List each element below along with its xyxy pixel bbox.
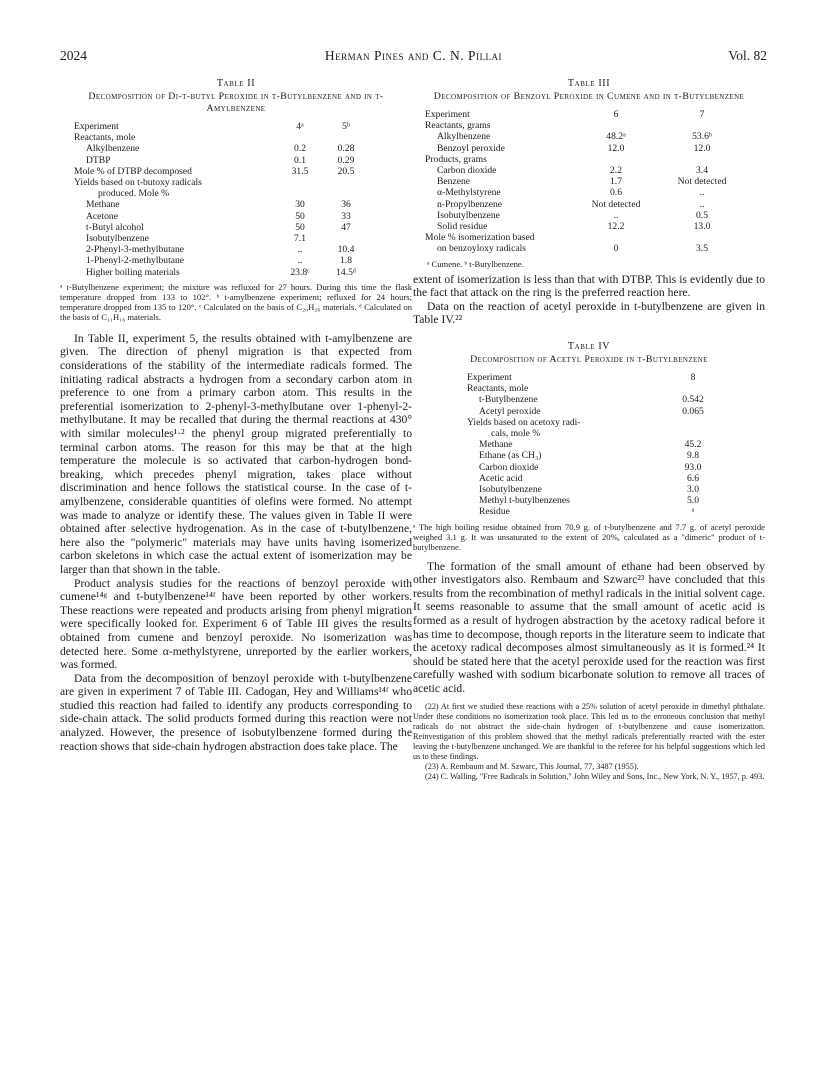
row-label: Methyl t-butylbenzenes (479, 495, 570, 507)
cell-value: .. (297, 244, 303, 256)
row-label: produced. Mole % (98, 188, 170, 200)
table-row (467, 484, 723, 495)
row-label: Experiment (425, 109, 470, 120)
table-row (74, 143, 368, 154)
table-row (425, 243, 745, 254)
table-row (425, 165, 745, 176)
row-label: 2-Phenyl-3-methylbutane (86, 244, 185, 256)
paragraph: In Table II, experiment 5, the results obtained with t-amylbenzene are given. The direction of phenyl migration is that expected from considerations of the stability of the intermediate radicals formed. The initiating radical abstracts a hydrogen from a secondary carbon atom in preference to one from a primary carbon atom. This results in the preferential isomerization to 2-phenyl-3-methylbutane over 1-phenyl-2-methylbutane. It may be recalled that during the thermal reactions at 430° with similar molecules¹·² the phenyl group migrated preferentially to terminal carbon atoms. The reason for this may be that at the high temperature the molecule is so activated that carbon-hydrogen bond-breaking, which precedes phenyl migration, takes place without discrimination and hence follows the statistical course. In the case of t-amylbenzene, considerable quantities of olefins were formed. No attempt was made to analyze or identify these. The values given in Table II were obtained after selective hydrogenation. As in the case of t-butylbenzene, here also the "polymeric" materials may have units having isomerized carbon skeletons in which case the actual extent of isomerization may be larger than that shown in the table. (60, 331, 412, 576)
cell-value: 50 (295, 210, 305, 222)
table-row (467, 428, 723, 439)
row-label: Ethane (as CH₃) (479, 450, 542, 462)
cell-value: 53.6ᵇ (692, 131, 712, 143)
cell-value: 6 (613, 109, 619, 120)
cell-value: 47 (341, 221, 351, 233)
references (413, 702, 765, 782)
row-label: Isobutylbenzene (437, 209, 500, 221)
table-4-caption: Table IV (567, 341, 611, 353)
table-2-title: Decomposition of Di-t-butyl Peroxide in t-Butylbenzene and in t-Amylbenzene (88, 91, 384, 114)
cell-value: 30 (295, 199, 305, 211)
table-row (74, 121, 368, 132)
row-label: DTBP (86, 154, 111, 166)
table-row (467, 462, 723, 473)
cell-value (663, 428, 723, 439)
cell-value (659, 232, 745, 243)
row-label: Higher boiling materials (86, 266, 180, 278)
table-row (425, 232, 745, 243)
table-4-title: Decomposition of Acetyl Peroxide in t-Butylbenzene (470, 354, 708, 366)
cell-value: 5.0 (687, 495, 699, 507)
table-row (74, 233, 368, 244)
cell-value: Not detected (677, 176, 727, 188)
cell-value: 20.5 (337, 165, 355, 177)
row-label: Alkylbenzene (437, 131, 491, 143)
cell-value: 48.2ᵃ (606, 131, 626, 143)
cell-value: 14.5ᵈ (336, 266, 356, 278)
cell-value (324, 188, 368, 199)
cell-value: 7 (699, 109, 705, 120)
table-row (467, 417, 723, 428)
cell-value: 5ᵇ (342, 121, 350, 132)
cell-value: .. (699, 187, 705, 199)
table-row (74, 199, 368, 210)
row-label: Acetone (86, 210, 118, 222)
cell-value: Not detected (591, 198, 641, 210)
cell-value: 12.0 (607, 142, 625, 154)
row-label: 1-Phenyl-2-methylbutane (86, 255, 185, 267)
paragraph: The formation of the small amount of ethane had been observed by other investigators also. Rembaum and Szwarc²³ have concluded that this results from the recombination of methyl radicals in the initial solvent cage. It seems reasonable to assume that the small amount of acetic acid is formed as a result of hydrogen abstraction by the acetoxy radical before it has time to decompose, though reports in the literature seem to indicate that the acetoxy radical decomposes almost simultaneously as it is formed.²⁴ It should be stated here that the acetyl peroxide used for the reaction was first carefully washed with sodium bicarbonate solution to remove all traces of acetic acid. (413, 559, 765, 695)
row-label: Methane (86, 199, 120, 211)
table-row (467, 383, 723, 394)
cell-value: 3.0 (687, 484, 699, 496)
table-2 (74, 121, 368, 278)
table-row (467, 506, 723, 517)
row-label: n-Propylbenzene (437, 198, 503, 210)
cell-value (324, 233, 368, 244)
cell-value: 10.4 (337, 244, 355, 256)
table-row (425, 143, 745, 154)
table-row (467, 495, 723, 506)
cell-value: .. (699, 198, 705, 210)
row-label: Reactants, mole (467, 383, 529, 395)
page-number: 2024 (60, 48, 87, 63)
reference-footnote: (22) At first we studied these reactions with a 25% solution of acetyl peroxide in dimethyl phthalate. Under these conditions no isomerization took place. This led us to the erroneous conclusion that methyl radicals do not abstract the side-chain hydrogen of t-butylbenzene and cause isomerization. Reinvestigation of this problem showed that the methyl radicals preferentially reacted with the ester leaving the t-butylbenzene unchanged. We are thankful to the referee for his helpful suggestions which led us to these findings. (413, 701, 765, 761)
cell-value: 3.5 (696, 243, 708, 255)
table-row (74, 155, 368, 166)
table-row (74, 177, 368, 188)
row-label: α-Methylstyrene (437, 187, 501, 199)
cell-value: 45.2 (684, 439, 702, 451)
cell-value: 93.0 (684, 461, 702, 473)
table-row (74, 211, 368, 222)
cell-value: 0.29 (337, 154, 355, 166)
cell-value (663, 417, 723, 428)
cell-value: 0.2 (294, 143, 306, 155)
table-row (74, 132, 368, 143)
row-label: Mole % isomerization based (425, 232, 535, 244)
table-row (467, 406, 723, 417)
paragraph: Data from the decomposition of benzoyl peroxide with t-butylbenzene are given in experiment 7 of Table III. Cadogan, Hey and Williams¹⁴ᶠ who studied this reaction had failed to identify any products corresponding to side-chain attack. The solid products formed during this reaction were not analyzed. However, the presence of isobutylbenzene formed during the reaction shows that side-chain hydrogen abstraction does take place. The (60, 671, 412, 753)
row-label: Isobutylbenzene (479, 484, 542, 496)
cell-value (659, 154, 745, 165)
cell-value (276, 177, 324, 188)
row-label: Methane (479, 439, 513, 451)
row-label: Isobutylbenzene (86, 233, 149, 245)
cell-value: 23.8ᶜ (290, 266, 310, 278)
table-row (74, 267, 368, 278)
cell-value: 9.8 (687, 450, 699, 462)
table-3-caption: Table III (567, 78, 611, 89)
reference-footnote: (24) C. Walling, "Free Radicals in Solution," John Wiley and Sons, Inc., New York, N. Y., 1957, p. 493. (425, 771, 765, 781)
cell-value (663, 383, 723, 394)
row-label: cals, mole % (491, 428, 541, 440)
cell-value: 12.2 (607, 221, 625, 233)
cell-value: 0.542 (682, 394, 704, 406)
reference-footnote: (23) A. Rembaum and M. Szwarc, This Journal, 77, 3487 (1955). (425, 761, 639, 771)
cell-value: 4ᵃ (296, 121, 304, 132)
cell-value: 0 (613, 243, 619, 255)
row-label: Reactants, grams (425, 120, 491, 132)
volume-label: Vol. 82 (728, 48, 767, 63)
cell-value (573, 232, 659, 243)
cell-value: 0.6 (610, 187, 622, 199)
cell-value: 3.4 (696, 165, 708, 177)
row-label: Yields based on t-butoxy radicals (74, 177, 202, 189)
cell-value (324, 177, 368, 188)
table-3-title: Decomposition of Benzoyl Peroxide in Cumene and in t-Butylbenzene (433, 91, 745, 102)
row-label: Benzene (437, 176, 471, 188)
cell-value (324, 132, 368, 143)
cell-value: 2.2 (610, 165, 622, 177)
row-label: Acetyl peroxide (479, 405, 541, 417)
table-row (467, 450, 723, 461)
cell-value: 50 (295, 221, 305, 233)
row-label: Yields based on acetoxy radi- (467, 416, 581, 428)
table-4 (467, 372, 723, 518)
cell-value (573, 120, 659, 131)
cell-value: 36 (341, 199, 351, 211)
row-label: Carbon dioxide (437, 165, 497, 177)
row-label: Reactants, mole (74, 132, 136, 144)
table-row (467, 439, 723, 450)
row-label: Products, grams (425, 153, 487, 165)
cell-value: 0.28 (337, 143, 355, 155)
table-row (74, 222, 368, 233)
cell-value: .. (613, 209, 619, 221)
row-label: Mole % of DTBP decomposed (74, 165, 192, 177)
cell-value (276, 188, 324, 199)
cell-value: 33 (341, 210, 351, 222)
table-row (425, 221, 745, 232)
cell-value: 8 (690, 372, 696, 384)
row-label: Carbon dioxide (479, 461, 539, 473)
cell-value: 7.1 (294, 233, 306, 245)
cell-value: 6.6 (687, 472, 699, 484)
row-label: Experiment (467, 372, 512, 384)
paragraph: extent of isomerization is less than that with DTBP. This is evidently due to the fact that attack on the ring is the preferred reaction here. (413, 272, 765, 300)
row-label: t-Butylbenzene (479, 394, 538, 406)
row-label: t-Butyl alcohol (86, 221, 144, 233)
table-2-footnote: ᵃ t-Butylbenzene experiment; the mixture was refluxed for 27 hours. During this time the flask temperature dropped from 133 to 102°. ᵇ t-amylbenzene experiment; refluxed for 24 hours; temperature dropped from 135 to 120°. ᶜ Calculated on the basis of C₂₀H₂₆ materials. ᵈ Calculated on the basis of C₁₁H₁₆ materials. (60, 281, 412, 322)
table-row (74, 255, 368, 266)
cell-value: ᵃ (691, 506, 695, 518)
row-label: Residue (479, 506, 510, 518)
cell-value: 0.1 (294, 154, 306, 166)
table-4-footnote: ᵃ The high boiling residue obtained from 70.9 g. of t-butylbenzene and 7.7 g. of acetyl peroxide weighed 3.1 g. It was unsaturated to the extent of 20%, calculated as a "dimeric" product of t-butylbenzene. (413, 521, 765, 552)
table-row (74, 188, 368, 199)
cell-value: 0.5 (696, 209, 708, 221)
running-authors: Herman Pines and C. N. Pillai (324, 48, 503, 63)
table-3 (425, 109, 745, 255)
row-label: Alkylbenzene (86, 143, 140, 155)
left-column (60, 72, 412, 753)
page-header (60, 48, 767, 66)
table-row (425, 187, 745, 198)
cell-value (573, 154, 659, 165)
table-row (467, 394, 723, 405)
cell-value: 31.5 (291, 165, 309, 177)
row-label: on benzoyloxy radicals (437, 243, 526, 255)
row-label: Benzoyl peroxide (437, 142, 505, 154)
table-row (425, 154, 745, 165)
paragraph: Data on the reaction of acetyl peroxide in t-butylbenzene are given in Table IV.²² (413, 299, 765, 327)
cell-value: 0.065 (682, 405, 704, 417)
row-label: Acetic acid (479, 472, 523, 484)
table-row (425, 176, 745, 187)
paragraph: Product analysis studies for the reactions of benzoyl peroxide with cumene¹⁴ᵍ and t-butylbenzene¹⁴ᶠ have been reported by other workers. These reactions were repeated and products arising from phenyl migration were specifically looked for. Experiment 6 of Table III gives the results obtained from cumene and benzoyl peroxide. No isomerization was detected here. Some α-methylstyrene, unreported by the earlier workers, was formed. (60, 576, 412, 672)
row-label: Solid residue (437, 221, 488, 233)
table-row (467, 372, 723, 383)
table-row (425, 210, 745, 221)
cell-value: 1.7 (610, 176, 622, 188)
cell-value: 1.8 (340, 255, 352, 267)
table-row (425, 120, 745, 131)
row-label: Experiment (74, 121, 119, 132)
table-row (74, 166, 368, 177)
table-row (425, 131, 745, 142)
cell-value: 12.0 (693, 142, 711, 154)
table-3-footnote: ᵃ Cumene. ᵇ t-Butylbenzene. (427, 258, 524, 269)
cell-value: 13.0 (693, 221, 711, 233)
table-2-caption: Table II (216, 78, 256, 89)
right-column (413, 72, 765, 782)
cell-value (276, 132, 324, 143)
cell-value: .. (297, 255, 303, 267)
table-row (467, 473, 723, 484)
table-row (425, 109, 745, 120)
cell-value (659, 120, 745, 131)
table-row (74, 244, 368, 255)
table-row (425, 199, 745, 210)
